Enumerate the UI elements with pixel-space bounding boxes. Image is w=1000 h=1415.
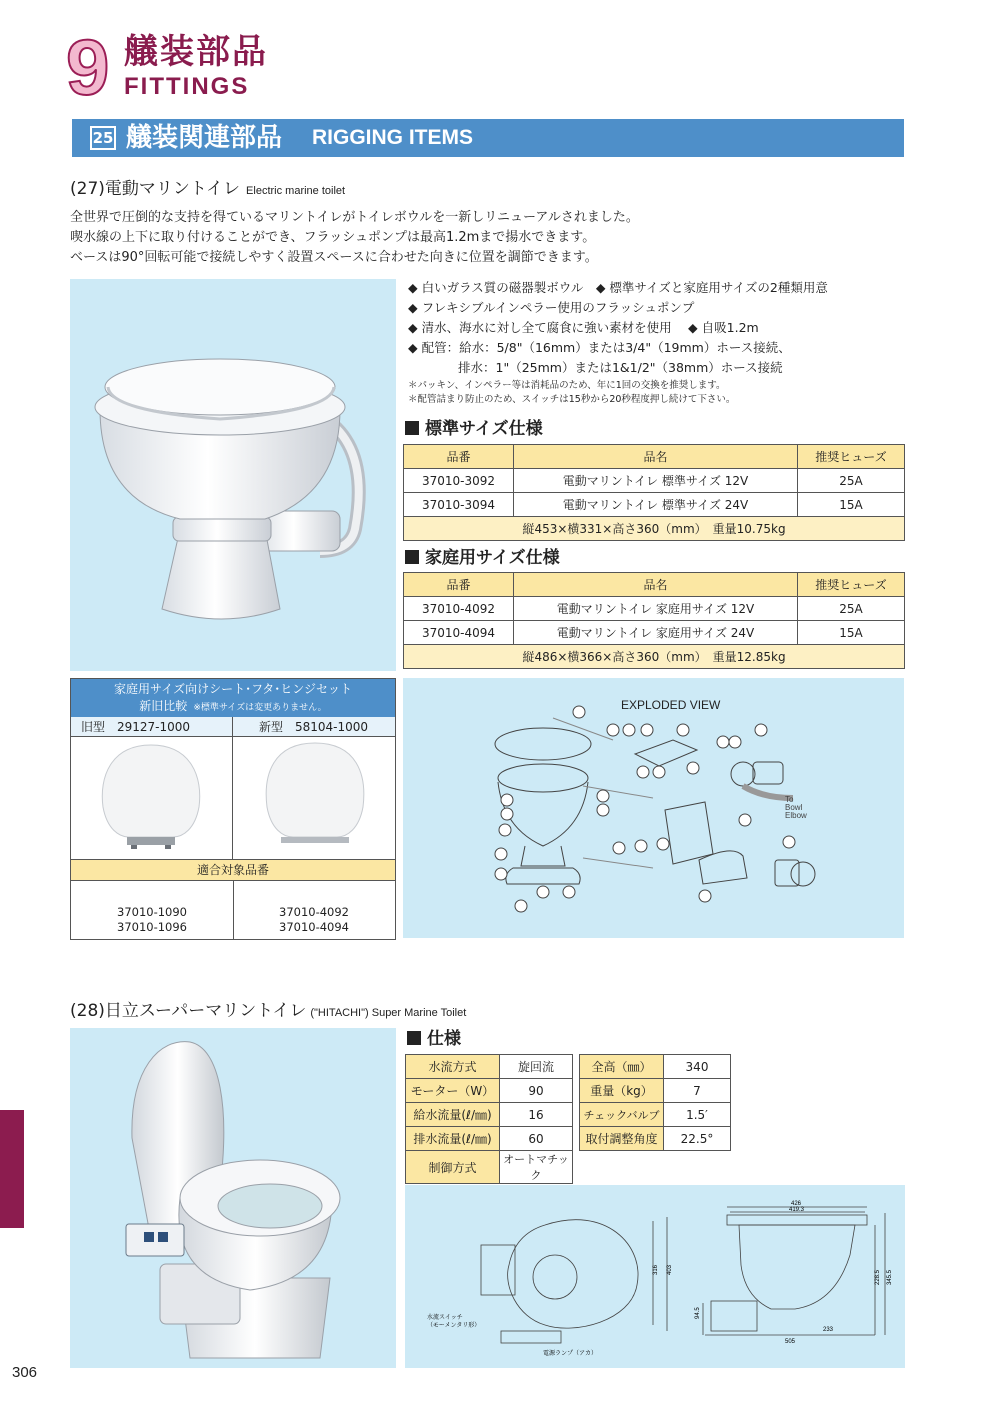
- exploded-parts-drawing: [403, 678, 904, 938]
- old-seat-photo: [71, 737, 233, 859]
- dim-505: 505: [785, 1339, 796, 1345]
- col-header: 推奨ヒューズ: [798, 445, 905, 469]
- product-27-title-jp: (27)電動マリントイレ: [70, 179, 241, 199]
- spec-value: オートマチック: [500, 1151, 573, 1184]
- exploded-view-diagram: [403, 678, 904, 938]
- spec-key: 水流方式: [406, 1055, 500, 1079]
- hitachi-spec-table-right: [579, 1054, 731, 1151]
- comparison-subtitle: 新旧比較: [139, 699, 188, 713]
- section-number: 25: [90, 126, 116, 150]
- cell: 電動マリントイレ 標準サイズ 24V: [514, 493, 798, 517]
- exploded-view-title: EXPLODED VIEW: [621, 698, 721, 712]
- hitachi-toilet-photo: [70, 1028, 396, 1368]
- dim-316: 316: [653, 1264, 659, 1275]
- new-compatible-parts: [233, 905, 395, 935]
- cell: 電動マリントイレ 家庭用サイズ 24V: [514, 621, 798, 645]
- product-27-title: [70, 178, 345, 202]
- cell: 37010-4094: [404, 621, 514, 645]
- comparison-note: ※標準サイズは変更ありません。: [193, 703, 327, 713]
- old-model-label: 旧型 29127-1000: [71, 717, 233, 737]
- standard-spec-heading: [405, 418, 543, 440]
- spec-key: 制御方式: [406, 1151, 500, 1184]
- intro-line: 喫水線の上下に取り付けることができ、フラッシュポンプは最高1.2mまで揚水できます。: [70, 230, 596, 245]
- comparison-title: 家庭用サイズ向けシート･フタ･ヒンジセット: [114, 682, 352, 696]
- cell: 25A: [798, 597, 905, 621]
- spec-key: 全高（㎜）: [580, 1055, 664, 1079]
- chapter-title-en: FITTINGS: [124, 73, 250, 100]
- table-row: [404, 597, 905, 621]
- standard-spec-table: [403, 444, 905, 541]
- spec-value: 340: [664, 1055, 731, 1079]
- feature-item: ◆ 配管：給水：5/8"（16mm）または3/4"（19mm）ホース接続、: [408, 340, 791, 355]
- feature-item: ◆ 清水、海水に対し全て腐食に強い素材を使用 ◆ 自吸1.2m: [408, 320, 759, 335]
- section-title-jp: 艤装関連部品: [126, 123, 283, 153]
- part-number: 37010-1090: [117, 905, 187, 919]
- section-header: [72, 119, 904, 157]
- dim-4193: 419.3: [789, 1207, 805, 1213]
- hitachi-toilet-illustration: [70, 1028, 396, 1368]
- product-28-title-jp: (28)日立スーパーマリントイレ: [70, 1001, 307, 1021]
- power-lamp-label: 電源ランプ（アカ）: [543, 1351, 597, 1357]
- spec-value: 16: [500, 1103, 573, 1127]
- old-compatible-parts: [71, 905, 233, 935]
- seat-comparison-box: [70, 678, 396, 940]
- new-model-label: 新型 58104-1000: [233, 717, 395, 737]
- dim-945: 94.5: [695, 1307, 701, 1319]
- part-number: 37010-4092: [279, 905, 349, 919]
- cell: 電動マリントイレ 標準サイズ 12V: [514, 469, 798, 493]
- intro-line: ベースは90°回転可能で接続しやすく設置スペースに合わせた向きに位置を調節できます。: [70, 250, 598, 265]
- product-28-title: [70, 1000, 466, 1024]
- dimensions-cell: 縦486×横366×高さ360（mm） 重量12.85kg: [404, 645, 905, 669]
- dim-2285: 228.5: [875, 1269, 881, 1285]
- spec-value: 90: [500, 1079, 573, 1103]
- comparison-header: [71, 679, 395, 717]
- hitachi-spec-heading-text: 仕様: [427, 1029, 461, 1049]
- table-row: [406, 1055, 573, 1079]
- spec-value: 1.5′: [664, 1103, 731, 1127]
- table-row: [404, 645, 905, 669]
- old-seat-illustration: [71, 737, 232, 859]
- household-spec-heading-text: 家庭用サイズ仕様: [425, 548, 560, 568]
- dimensions-cell: 縦453×横331×高さ360（mm） 重量10.75kg: [404, 517, 905, 541]
- chapter-number: 9: [66, 23, 110, 111]
- compatible-parts-heading: 適合対象品番: [71, 859, 395, 881]
- dim-426: 426: [791, 1201, 802, 1207]
- feature-item: ◆ フレキシブルインペラー使用のフラッシュポンプ: [408, 300, 695, 315]
- col-header: 品名: [514, 445, 798, 469]
- cell: 電動マリントイレ 家庭用サイズ 12V: [514, 597, 798, 621]
- chapter-title-jp: 艤装部品: [124, 32, 268, 72]
- col-header: 推奨ヒューズ: [798, 573, 905, 597]
- spec-key: 取付調整角度: [580, 1127, 664, 1151]
- cell: 15A: [798, 621, 905, 645]
- dimension-drawing-svg: [405, 1185, 905, 1368]
- feature-item: ◆ 白いガラス質の磁器製ボウル ◆ 標準サイズと家庭用サイズの2種類用意: [408, 280, 828, 295]
- product-28-title-en: ("HITACHI") Super Marine Toilet: [310, 1007, 467, 1019]
- col-header: 品番: [404, 445, 514, 469]
- table-row: [404, 517, 905, 541]
- section-title-en: RIGGING ITEMS: [312, 126, 474, 149]
- page-number: 306: [12, 1364, 38, 1381]
- table-row: [580, 1079, 731, 1103]
- spec-key: 重量（kg）: [580, 1079, 664, 1103]
- table-row: [406, 1151, 573, 1184]
- cell: 37010-3094: [404, 493, 514, 517]
- dim-403: 403: [667, 1264, 673, 1275]
- household-spec-table: [403, 572, 905, 669]
- feature-item: 排水：1"（25mm）または1&1/2"（38mm）ホース接続: [408, 360, 783, 375]
- cell: 37010-3092: [404, 469, 514, 493]
- part-number: 37010-4094: [279, 920, 349, 934]
- table-row: [580, 1055, 731, 1079]
- notes: [408, 379, 735, 407]
- cell: 25A: [798, 469, 905, 493]
- new-seat-photo: [233, 737, 395, 859]
- spec-key: 排水流量(ℓ/㎜): [406, 1127, 500, 1151]
- spec-key: チェックバルブ: [580, 1103, 664, 1127]
- cell: 37010-4092: [404, 597, 514, 621]
- hitachi-spec-table-left: [405, 1054, 573, 1184]
- chapter-side-tab: [0, 1110, 24, 1228]
- col-header: 品名: [514, 573, 798, 597]
- spec-value: 7: [664, 1079, 731, 1103]
- table-row: [406, 1127, 573, 1151]
- dim-233: 233: [823, 1327, 834, 1333]
- spec-value: 旋回流: [500, 1055, 573, 1079]
- cell: 15A: [798, 493, 905, 517]
- spec-value: 22.5°: [664, 1127, 731, 1151]
- table-row: [580, 1103, 731, 1127]
- spec-value: 60: [500, 1127, 573, 1151]
- note-line: ＊パッキン、インペラー等は消耗品のため、年に1回の交換を推奨します。: [408, 380, 726, 391]
- water-switch-label: 水流スイッチ: [427, 1315, 463, 1321]
- table-row: [404, 621, 905, 645]
- spec-key: モーター（W）: [406, 1079, 500, 1103]
- household-spec-heading: [405, 547, 560, 569]
- part-number: 37010-1096: [117, 920, 187, 934]
- hitachi-spec-heading: [407, 1028, 461, 1050]
- new-seat-illustration: [233, 737, 395, 859]
- intro-line: 全世界で圧倒的な支持を得ているマリントイレがトイレボウルを一新しリニューアルされました。: [70, 210, 639, 225]
- electric-toilet-photo: [70, 279, 396, 671]
- table-row: [406, 1103, 573, 1127]
- col-header: 品番: [404, 573, 514, 597]
- dimension-drawing: [405, 1185, 905, 1368]
- to-bowl-elbow-label: To Bowl Elbow: [785, 795, 807, 820]
- table-row: [404, 469, 905, 493]
- spec-key: 給水流量(ℓ/㎜): [406, 1103, 500, 1127]
- note-line: ＊配管詰まり防止のため、スイッチは15秒から20秒程度押し続けて下さい。: [408, 394, 736, 405]
- standard-spec-heading-text: 標準サイズ仕様: [425, 419, 543, 439]
- feature-list: [408, 278, 828, 378]
- product-27-intro: [70, 208, 639, 268]
- table-row: [406, 1079, 573, 1103]
- table-row: [404, 493, 905, 517]
- dim-3455: 345.5: [887, 1269, 893, 1285]
- momentary-label: （モーメンタリ形）: [427, 1323, 481, 1329]
- table-row: [580, 1127, 731, 1151]
- product-27-title-en: Electric marine toilet: [246, 185, 346, 197]
- toilet-illustration: [70, 279, 396, 671]
